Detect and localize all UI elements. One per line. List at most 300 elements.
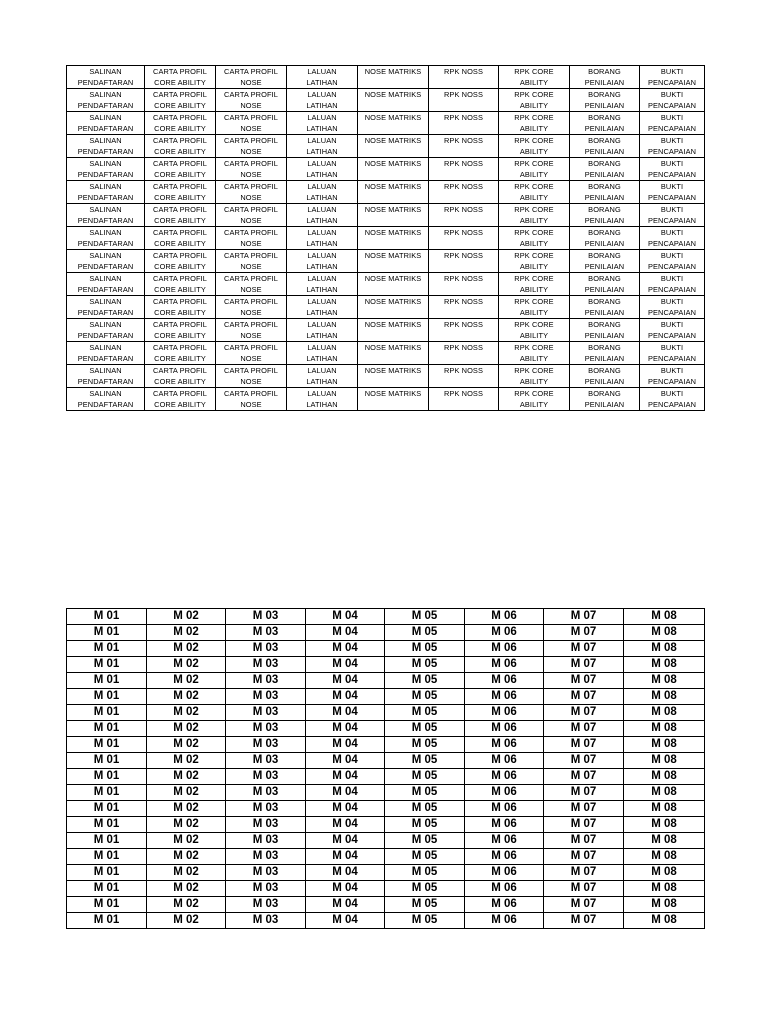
code-cell: M 02 xyxy=(147,625,226,641)
label-cell: RPK NOSS xyxy=(429,158,499,181)
code-cell: M 07 xyxy=(544,657,624,673)
label-cell: NOSE MATRIKS xyxy=(358,227,429,250)
code-cell: M 06 xyxy=(465,769,544,785)
label-cell: BUKTI PENCAPAIAN xyxy=(640,66,705,89)
label-cell: CARTA PROFIL CORE ABILITY xyxy=(145,250,216,273)
label-cell: LALUAN LATIHAN xyxy=(287,204,358,227)
label-cell: BUKTI PENCAPAIAN xyxy=(640,365,705,388)
label-cell: SALINAN PENDAFTARAN xyxy=(67,227,145,250)
code-cell: M 04 xyxy=(306,897,385,913)
code-cell: M 01 xyxy=(67,625,147,641)
label-row xyxy=(67,227,705,250)
code-cell: M 08 xyxy=(624,737,705,753)
code-row xyxy=(67,737,705,753)
label-cell: NOSE MATRIKS xyxy=(358,181,429,204)
code-cell: M 01 xyxy=(67,849,147,865)
label-cell: BORANG PENILAIAN xyxy=(570,342,640,365)
label-cell: RPK CORE ABILITY xyxy=(499,319,570,342)
code-row xyxy=(67,705,705,721)
code-cell: M 05 xyxy=(385,673,465,689)
code-cell: M 03 xyxy=(226,865,306,881)
code-cell: M 01 xyxy=(67,881,147,897)
label-cell: LALUAN LATIHAN xyxy=(287,273,358,296)
code-cell: M 04 xyxy=(306,833,385,849)
code-cell: M 08 xyxy=(624,785,705,801)
label-cell: CARTA PROFIL CORE ABILITY xyxy=(145,135,216,158)
code-cell: M 08 xyxy=(624,865,705,881)
label-cell: LALUAN LATIHAN xyxy=(287,388,358,411)
label-cell: CARTA PROFIL CORE ABILITY xyxy=(145,319,216,342)
code-cell: M 05 xyxy=(385,865,465,881)
code-cell: M 07 xyxy=(544,737,624,753)
code-cell: M 02 xyxy=(147,897,226,913)
code-cell: M 01 xyxy=(67,689,147,705)
code-cell: M 05 xyxy=(385,897,465,913)
label-cell: CARTA PROFIL CORE ABILITY xyxy=(145,365,216,388)
code-cell: M 03 xyxy=(226,913,306,929)
label-cell: CARTA PROFIL CORE ABILITY xyxy=(145,227,216,250)
label-cell: CARTA PROFIL CORE ABILITY xyxy=(145,181,216,204)
code-cell: M 04 xyxy=(306,737,385,753)
code-cell: M 01 xyxy=(67,721,147,737)
label-cell: LALUAN LATIHAN xyxy=(287,365,358,388)
code-cell: M 01 xyxy=(67,673,147,689)
label-cell: SALINAN PENDAFTARAN xyxy=(67,250,145,273)
code-cell: M 03 xyxy=(226,657,306,673)
code-cell: M 07 xyxy=(544,785,624,801)
code-row xyxy=(67,689,705,705)
label-cell: RPK CORE ABILITY xyxy=(499,89,570,112)
code-cell: M 03 xyxy=(226,689,306,705)
code-cell: M 01 xyxy=(67,753,147,769)
code-cell: M 03 xyxy=(226,673,306,689)
label-cell: BORANG PENILAIAN xyxy=(570,365,640,388)
code-cell: M 06 xyxy=(465,849,544,865)
code-cell: M 04 xyxy=(306,705,385,721)
code-cell: M 07 xyxy=(544,801,624,817)
label-cell: CARTA PROFIL NOSE xyxy=(216,365,287,388)
code-cell: M 05 xyxy=(385,657,465,673)
code-cell: M 07 xyxy=(544,673,624,689)
code-cell: M 04 xyxy=(306,657,385,673)
label-row xyxy=(67,342,705,365)
code-cell: M 08 xyxy=(624,705,705,721)
code-cell: M 03 xyxy=(226,721,306,737)
code-cell: M 05 xyxy=(385,785,465,801)
label-cell: CARTA PROFIL CORE ABILITY xyxy=(145,158,216,181)
label-cell: RPK CORE ABILITY xyxy=(499,204,570,227)
code-row xyxy=(67,913,705,929)
label-cell: BORANG PENILAIAN xyxy=(570,227,640,250)
code-cell: M 02 xyxy=(147,689,226,705)
code-cell: M 02 xyxy=(147,801,226,817)
code-cell: M 04 xyxy=(306,609,385,625)
label-cell: LALUAN LATIHAN xyxy=(287,135,358,158)
code-cell: M 04 xyxy=(306,785,385,801)
code-row xyxy=(67,721,705,737)
label-row xyxy=(67,204,705,227)
code-cell: M 06 xyxy=(465,609,544,625)
label-cell: BUKTI PENCAPAIAN xyxy=(640,227,705,250)
code-cell: M 03 xyxy=(226,737,306,753)
code-cell: M 03 xyxy=(226,609,306,625)
code-cell: M 06 xyxy=(465,737,544,753)
code-row xyxy=(67,641,705,657)
code-row xyxy=(67,673,705,689)
label-cell: RPK CORE ABILITY xyxy=(499,342,570,365)
code-cell: M 07 xyxy=(544,913,624,929)
codes-table-body xyxy=(67,609,705,929)
code-cell: M 02 xyxy=(147,769,226,785)
label-row xyxy=(67,89,705,112)
label-cell: BUKTI PENCAPAIAN xyxy=(640,158,705,181)
code-cell: M 01 xyxy=(67,769,147,785)
code-cell: M 02 xyxy=(147,849,226,865)
code-cell: M 07 xyxy=(544,753,624,769)
code-cell: M 05 xyxy=(385,705,465,721)
label-cell: NOSE MATRIKS xyxy=(358,66,429,89)
label-cell: CARTA PROFIL CORE ABILITY xyxy=(145,89,216,112)
label-cell: CARTA PROFIL NOSE xyxy=(216,227,287,250)
label-cell: RPK NOSS xyxy=(429,319,499,342)
code-row xyxy=(67,625,705,641)
label-cell: NOSE MATRIKS xyxy=(358,319,429,342)
labels-table-body xyxy=(67,66,705,411)
code-cell: M 07 xyxy=(544,609,624,625)
code-cell: M 06 xyxy=(465,673,544,689)
label-cell: RPK NOSS xyxy=(429,342,499,365)
code-cell: M 08 xyxy=(624,833,705,849)
code-cell: M 08 xyxy=(624,689,705,705)
label-cell: CARTA PROFIL CORE ABILITY xyxy=(145,112,216,135)
label-cell: NOSE MATRIKS xyxy=(358,250,429,273)
code-cell: M 01 xyxy=(67,913,147,929)
label-row xyxy=(67,296,705,319)
code-cell: M 05 xyxy=(385,753,465,769)
label-cell: RPK CORE ABILITY xyxy=(499,273,570,296)
code-cell: M 06 xyxy=(465,881,544,897)
code-row xyxy=(67,609,705,625)
code-row xyxy=(67,849,705,865)
code-row xyxy=(67,865,705,881)
code-cell: M 07 xyxy=(544,689,624,705)
code-cell: M 02 xyxy=(147,705,226,721)
code-cell: M 01 xyxy=(67,865,147,881)
code-row xyxy=(67,881,705,897)
code-cell: M 08 xyxy=(624,801,705,817)
code-cell: M 04 xyxy=(306,913,385,929)
code-cell: M 03 xyxy=(226,753,306,769)
label-cell: BORANG PENILAIAN xyxy=(570,273,640,296)
label-cell: BORANG PENILAIAN xyxy=(570,250,640,273)
code-cell: M 02 xyxy=(147,673,226,689)
label-cell: BUKTI PENCAPAIAN xyxy=(640,135,705,158)
label-cell: CARTA PROFIL CORE ABILITY xyxy=(145,296,216,319)
code-cell: M 03 xyxy=(226,881,306,897)
code-cell: M 07 xyxy=(544,881,624,897)
code-cell: M 08 xyxy=(624,817,705,833)
code-cell: M 06 xyxy=(465,801,544,817)
label-cell: BUKTI PENCAPAIAN xyxy=(640,296,705,319)
label-cell: RPK NOSS xyxy=(429,181,499,204)
code-cell: M 05 xyxy=(385,641,465,657)
code-cell: M 06 xyxy=(465,721,544,737)
code-row xyxy=(67,657,705,673)
label-row xyxy=(67,112,705,135)
code-cell: M 01 xyxy=(67,657,147,673)
code-cell: M 08 xyxy=(624,673,705,689)
label-cell: CARTA PROFIL NOSE xyxy=(216,135,287,158)
code-cell: M 02 xyxy=(147,817,226,833)
label-cell: LALUAN LATIHAN xyxy=(287,250,358,273)
label-cell: RPK NOSS xyxy=(429,135,499,158)
label-cell: BUKTI PENCAPAIAN xyxy=(640,89,705,112)
label-cell: BUKTI PENCAPAIAN xyxy=(640,250,705,273)
code-cell: M 01 xyxy=(67,705,147,721)
label-cell: RPK CORE ABILITY xyxy=(499,66,570,89)
code-cell: M 05 xyxy=(385,609,465,625)
label-cell: NOSE MATRIKS xyxy=(358,388,429,411)
label-cell: CARTA PROFIL CORE ABILITY xyxy=(145,342,216,365)
code-cell: M 07 xyxy=(544,833,624,849)
code-cell: M 04 xyxy=(306,625,385,641)
label-cell: RPK NOSS xyxy=(429,227,499,250)
document-labels-table xyxy=(66,65,705,411)
code-cell: M 05 xyxy=(385,833,465,849)
code-cell: M 08 xyxy=(624,913,705,929)
label-cell: LALUAN LATIHAN xyxy=(287,112,358,135)
code-cell: M 02 xyxy=(147,865,226,881)
label-cell: BORANG PENILAIAN xyxy=(570,296,640,319)
code-cell: M 04 xyxy=(306,881,385,897)
code-cell: M 02 xyxy=(147,641,226,657)
code-row xyxy=(67,897,705,913)
label-cell: NOSE MATRIKS xyxy=(358,135,429,158)
label-cell: RPK NOSS xyxy=(429,204,499,227)
code-cell: M 04 xyxy=(306,641,385,657)
label-cell: SALINAN PENDAFTARAN xyxy=(67,342,145,365)
code-cell: M 07 xyxy=(544,865,624,881)
module-codes-table xyxy=(66,608,705,929)
label-cell: CARTA PROFIL CORE ABILITY xyxy=(145,388,216,411)
code-cell: M 06 xyxy=(465,897,544,913)
label-cell: NOSE MATRIKS xyxy=(358,365,429,388)
label-cell: BORANG PENILAIAN xyxy=(570,319,640,342)
label-cell: RPK NOSS xyxy=(429,89,499,112)
label-cell: RPK NOSS xyxy=(429,112,499,135)
label-cell: CARTA PROFIL NOSE xyxy=(216,158,287,181)
code-row xyxy=(67,801,705,817)
code-cell: M 02 xyxy=(147,753,226,769)
label-cell: CARTA PROFIL CORE ABILITY xyxy=(145,204,216,227)
label-cell: CARTA PROFIL CORE ABILITY xyxy=(145,66,216,89)
label-cell: RPK NOSS xyxy=(429,365,499,388)
label-row xyxy=(67,365,705,388)
code-cell: M 08 xyxy=(624,625,705,641)
code-cell: M 06 xyxy=(465,785,544,801)
label-cell: BORANG PENILAIAN xyxy=(570,112,640,135)
label-cell: CARTA PROFIL NOSE xyxy=(216,66,287,89)
label-cell: NOSE MATRIKS xyxy=(358,342,429,365)
code-cell: M 05 xyxy=(385,737,465,753)
code-cell: M 05 xyxy=(385,817,465,833)
code-cell: M 07 xyxy=(544,769,624,785)
label-cell: LALUAN LATIHAN xyxy=(287,296,358,319)
label-cell: BORANG PENILAIAN xyxy=(570,158,640,181)
code-cell: M 04 xyxy=(306,689,385,705)
code-cell: M 03 xyxy=(226,849,306,865)
label-cell: SALINAN PENDAFTARAN xyxy=(67,158,145,181)
label-cell: RPK CORE ABILITY xyxy=(499,365,570,388)
label-cell: RPK CORE ABILITY xyxy=(499,227,570,250)
label-cell: CARTA PROFIL NOSE xyxy=(216,181,287,204)
label-cell: BUKTI PENCAPAIAN xyxy=(640,204,705,227)
code-cell: M 03 xyxy=(226,769,306,785)
code-cell: M 02 xyxy=(147,881,226,897)
label-cell: RPK NOSS xyxy=(429,296,499,319)
label-cell: BUKTI PENCAPAIAN xyxy=(640,388,705,411)
label-cell: SALINAN PENDAFTARAN xyxy=(67,273,145,296)
label-cell: CARTA PROFIL NOSE xyxy=(216,388,287,411)
label-cell: LALUAN LATIHAN xyxy=(287,158,358,181)
label-cell: NOSE MATRIKS xyxy=(358,158,429,181)
code-cell: M 04 xyxy=(306,865,385,881)
code-cell: M 05 xyxy=(385,689,465,705)
code-cell: M 01 xyxy=(67,737,147,753)
code-cell: M 04 xyxy=(306,673,385,689)
label-cell: BORANG PENILAIAN xyxy=(570,388,640,411)
label-row xyxy=(67,273,705,296)
code-cell: M 08 xyxy=(624,721,705,737)
label-cell: BORANG PENILAIAN xyxy=(570,66,640,89)
label-cell: SALINAN PENDAFTARAN xyxy=(67,112,145,135)
label-row xyxy=(67,135,705,158)
label-cell: CARTA PROFIL NOSE xyxy=(216,342,287,365)
code-cell: M 08 xyxy=(624,641,705,657)
code-cell: M 06 xyxy=(465,913,544,929)
label-cell: NOSE MATRIKS xyxy=(358,89,429,112)
code-row xyxy=(67,753,705,769)
code-cell: M 07 xyxy=(544,849,624,865)
label-cell: RPK CORE ABILITY xyxy=(499,135,570,158)
label-row xyxy=(67,250,705,273)
label-cell: CARTA PROFIL NOSE xyxy=(216,319,287,342)
code-cell: M 08 xyxy=(624,897,705,913)
label-cell: RPK CORE ABILITY xyxy=(499,296,570,319)
label-cell: LALUAN LATIHAN xyxy=(287,181,358,204)
label-cell: SALINAN PENDAFTARAN xyxy=(67,181,145,204)
label-cell: BUKTI PENCAPAIAN xyxy=(640,181,705,204)
label-cell: LALUAN LATIHAN xyxy=(287,319,358,342)
label-cell: LALUAN LATIHAN xyxy=(287,66,358,89)
label-cell: BUKTI PENCAPAIAN xyxy=(640,319,705,342)
label-cell: SALINAN PENDAFTARAN xyxy=(67,204,145,227)
code-cell: M 07 xyxy=(544,897,624,913)
code-cell: M 08 xyxy=(624,609,705,625)
label-cell: BORANG PENILAIAN xyxy=(570,181,640,204)
code-cell: M 03 xyxy=(226,801,306,817)
label-cell: LALUAN LATIHAN xyxy=(287,89,358,112)
code-cell: M 06 xyxy=(465,657,544,673)
code-cell: M 04 xyxy=(306,801,385,817)
label-cell: BORANG PENILAIAN xyxy=(570,204,640,227)
code-row xyxy=(67,785,705,801)
code-cell: M 07 xyxy=(544,625,624,641)
label-cell: CARTA PROFIL NOSE xyxy=(216,296,287,319)
code-cell: M 05 xyxy=(385,625,465,641)
code-row xyxy=(67,817,705,833)
code-cell: M 03 xyxy=(226,785,306,801)
code-cell: M 02 xyxy=(147,721,226,737)
label-cell: BUKTI PENCAPAIAN xyxy=(640,112,705,135)
label-cell: CARTA PROFIL NOSE xyxy=(216,250,287,273)
code-cell: M 08 xyxy=(624,657,705,673)
code-cell: M 07 xyxy=(544,705,624,721)
label-cell: BUKTI PENCAPAIAN xyxy=(640,273,705,296)
label-cell: RPK NOSS xyxy=(429,66,499,89)
label-cell: RPK CORE ABILITY xyxy=(499,158,570,181)
code-cell: M 02 xyxy=(147,833,226,849)
label-cell: SALINAN PENDAFTARAN xyxy=(67,388,145,411)
label-cell: RPK NOSS xyxy=(429,250,499,273)
code-cell: M 05 xyxy=(385,769,465,785)
code-cell: M 07 xyxy=(544,721,624,737)
label-cell: CARTA PROFIL NOSE xyxy=(216,112,287,135)
label-cell: RPK CORE ABILITY xyxy=(499,388,570,411)
label-row xyxy=(67,158,705,181)
code-row xyxy=(67,769,705,785)
code-cell: M 04 xyxy=(306,721,385,737)
label-cell: SALINAN PENDAFTARAN xyxy=(67,296,145,319)
label-cell: CARTA PROFIL NOSE xyxy=(216,273,287,296)
code-cell: M 02 xyxy=(147,609,226,625)
code-cell: M 07 xyxy=(544,641,624,657)
label-cell: CARTA PROFIL NOSE xyxy=(216,89,287,112)
code-cell: M 01 xyxy=(67,785,147,801)
code-cell: M 01 xyxy=(67,833,147,849)
code-cell: M 06 xyxy=(465,689,544,705)
label-cell: RPK CORE ABILITY xyxy=(499,112,570,135)
code-cell: M 04 xyxy=(306,849,385,865)
code-cell: M 06 xyxy=(465,865,544,881)
code-cell: M 02 xyxy=(147,785,226,801)
code-cell: M 05 xyxy=(385,801,465,817)
label-cell: NOSE MATRIKS xyxy=(358,296,429,319)
label-row xyxy=(67,319,705,342)
label-cell: NOSE MATRIKS xyxy=(358,204,429,227)
code-cell: M 01 xyxy=(67,641,147,657)
label-cell: SALINAN PENDAFTARAN xyxy=(67,135,145,158)
code-cell: M 05 xyxy=(385,913,465,929)
label-cell: SALINAN PENDAFTARAN xyxy=(67,66,145,89)
code-cell: M 08 xyxy=(624,849,705,865)
label-row xyxy=(67,388,705,411)
code-cell: M 05 xyxy=(385,849,465,865)
code-cell: M 07 xyxy=(544,817,624,833)
code-cell: M 03 xyxy=(226,641,306,657)
code-cell: M 03 xyxy=(226,833,306,849)
label-cell: BORANG PENILAIAN xyxy=(570,89,640,112)
label-cell: BUKTI PENCAPAIAN xyxy=(640,342,705,365)
code-cell: M 08 xyxy=(624,753,705,769)
code-cell: M 06 xyxy=(465,753,544,769)
label-cell: SALINAN PENDAFTARAN xyxy=(67,89,145,112)
code-row xyxy=(67,833,705,849)
label-cell: LALUAN LATIHAN xyxy=(287,227,358,250)
code-cell: M 05 xyxy=(385,881,465,897)
code-cell: M 06 xyxy=(465,817,544,833)
code-cell: M 01 xyxy=(67,801,147,817)
